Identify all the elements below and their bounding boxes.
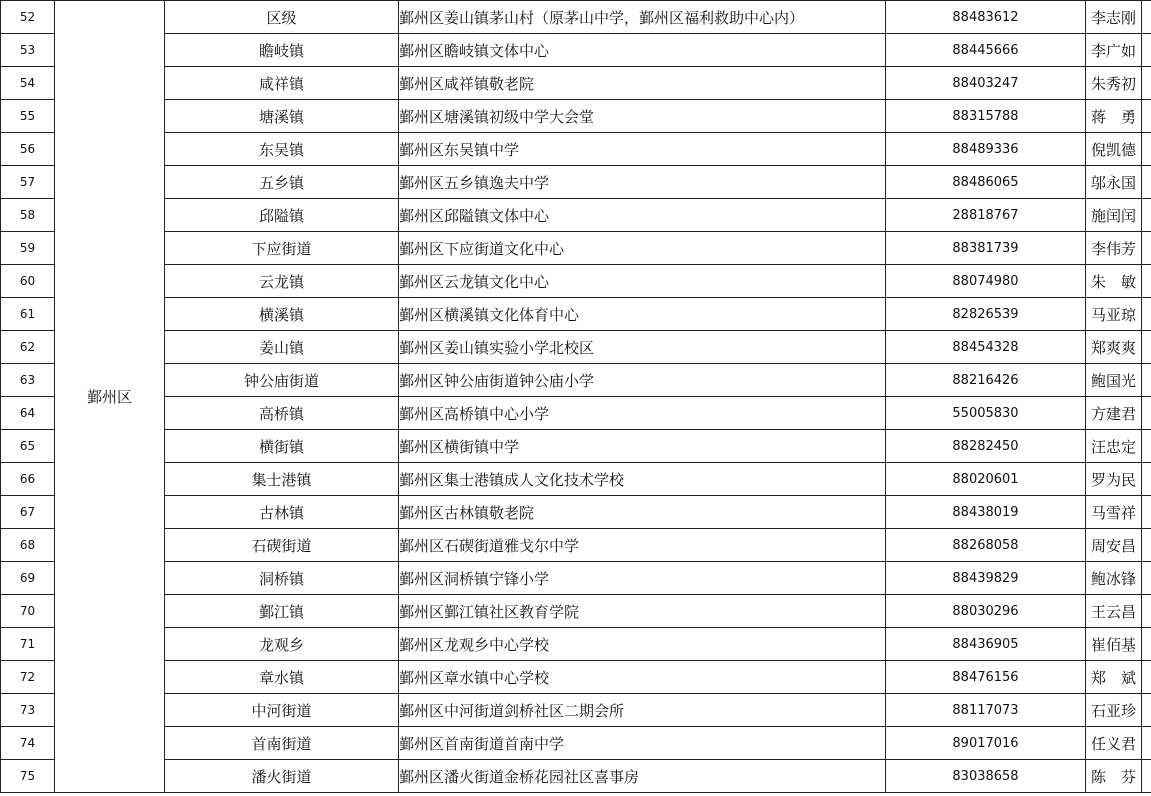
empty-cell [1142,661,1151,694]
phone-cell[interactable]: 88020601 [886,463,1086,496]
phone-cell[interactable]: 88454328 [886,331,1086,364]
table-body [1,1,1151,793]
phone-cell[interactable]: 88315788 [886,100,1086,133]
town-cell[interactable]: 姜山镇 [165,331,399,364]
contact-person-cell[interactable]: 石亚珍 [1086,694,1142,727]
row-number-cell[interactable]: 67 [1,496,55,529]
empty-cell [1142,364,1151,397]
contact-person-cell[interactable]: 鲍国光 [1086,364,1142,397]
town-cell[interactable]: 集士港镇 [165,463,399,496]
contact-person-cell[interactable]: 陈 芬 [1086,760,1142,793]
row-number-cell[interactable]: 53 [1,34,55,67]
table-row [1,67,1151,100]
phone-cell[interactable]: 88117073 [886,694,1086,727]
empty-cell [1142,100,1151,133]
row-number-cell[interactable]: 73 [1,694,55,727]
town-cell[interactable]: 横街镇 [165,430,399,463]
table-row [1,463,1151,496]
address-cell[interactable]: 鄞州区石碶街道雅戈尔中学 [399,529,886,562]
contact-person-cell[interactable]: 李广如 [1086,34,1142,67]
address-cell[interactable]: 鄞州区姜山镇实验小学北校区 [399,331,886,364]
table-row [1,232,1151,265]
address-cell[interactable]: 鄞州区云龙镇文化中心 [399,265,886,298]
district-cell[interactable]: 鄞州区 [55,1,165,793]
row-number-cell[interactable]: 75 [1,760,55,793]
row-number-cell[interactable]: 66 [1,463,55,496]
address-cell[interactable]: 鄞州区钟公庙街道钟公庙小学 [399,364,886,397]
empty-cell [1142,562,1151,595]
table-row [1,727,1151,760]
phone-cell[interactable]: 88476156 [886,661,1086,694]
town-cell[interactable]: 塘溪镇 [165,100,399,133]
phone-cell[interactable]: 28818767 [886,199,1086,232]
town-cell[interactable]: 东吴镇 [165,133,399,166]
address-cell[interactable]: 鄞州区高桥镇中心小学 [399,397,886,430]
phone-cell[interactable]: 88268058 [886,529,1086,562]
town-cell[interactable]: 瞻岐镇 [165,34,399,67]
phone-cell[interactable]: 88439829 [886,562,1086,595]
address-cell[interactable]: 鄞州区邱隘镇文体中心 [399,199,886,232]
row-number-cell[interactable]: 63 [1,364,55,397]
contact-person-cell[interactable]: 蒋 勇 [1086,100,1142,133]
phone-cell[interactable]: 88486065 [886,166,1086,199]
town-cell[interactable]: 区级 [165,1,399,34]
row-number-cell[interactable]: 65 [1,430,55,463]
address-cell[interactable]: 鄞州区咸祥镇敬老院 [399,67,886,100]
town-cell[interactable]: 下应街道 [165,232,399,265]
address-cell[interactable]: 鄞州区塘溪镇初级中学大会堂 [399,100,886,133]
phone-cell[interactable]: 55005830 [886,397,1086,430]
table-row [1,430,1151,463]
empty-cell [1142,298,1151,331]
address-cell[interactable]: 鄞州区鄞江镇社区教育学院 [399,595,886,628]
address-cell[interactable]: 鄞州区洞桥镇宁锋小学 [399,562,886,595]
contact-person-cell[interactable]: 邬永国 [1086,166,1142,199]
table-row [1,265,1151,298]
phone-cell[interactable]: 88216426 [886,364,1086,397]
town-cell[interactable]: 首南街道 [165,727,399,760]
address-cell[interactable]: 鄞州区横溪镇文化体育中心 [399,298,886,331]
phone-cell[interactable]: 88282450 [886,430,1086,463]
address-cell[interactable]: 鄞州区章水镇中心学校 [399,661,886,694]
empty-cell [1142,760,1151,793]
table-row [1,397,1151,430]
table-row [1,364,1151,397]
contact-person-cell[interactable]: 郑 斌 [1086,661,1142,694]
contact-person-cell[interactable]: 崔佰基 [1086,628,1142,661]
town-cell[interactable]: 咸祥镇 [165,67,399,100]
row-number-cell[interactable]: 56 [1,133,55,166]
table-row [1,199,1151,232]
phone-cell[interactable]: 88381739 [886,232,1086,265]
row-number-cell[interactable]: 70 [1,595,55,628]
contact-person-cell[interactable]: 鲍冰锋 [1086,562,1142,595]
empty-cell [1142,199,1151,232]
town-cell[interactable]: 邱隘镇 [165,199,399,232]
row-number-cell[interactable]: 71 [1,628,55,661]
town-cell[interactable]: 钟公庙街道 [165,364,399,397]
town-cell[interactable]: 龙观乡 [165,628,399,661]
phone-cell[interactable]: 83038658 [886,760,1086,793]
contact-person-cell[interactable]: 李志刚 [1086,1,1142,34]
row-number-cell[interactable]: 64 [1,397,55,430]
contact-person-cell[interactable]: 马亚琼 [1086,298,1142,331]
table-row [1,661,1151,694]
empty-cell [1142,496,1151,529]
table-row [1,133,1151,166]
row-number-cell[interactable]: 62 [1,331,55,364]
empty-cell [1142,694,1151,727]
table-row [1,694,1151,727]
contact-person-cell[interactable]: 朱 敏 [1086,265,1142,298]
phone-cell[interactable]: 88445666 [886,34,1086,67]
phone-cell[interactable]: 88438019 [886,496,1086,529]
row-number-cell[interactable]: 55 [1,100,55,133]
row-number-cell[interactable]: 59 [1,232,55,265]
row-number-cell[interactable]: 68 [1,529,55,562]
address-cell[interactable]: 鄞州区潘火街道金桥花园社区喜事房 [399,760,886,793]
phone-cell[interactable]: 88483612 [886,1,1086,34]
contact-person-cell[interactable]: 周安昌 [1086,529,1142,562]
town-cell[interactable]: 五乡镇 [165,166,399,199]
address-cell[interactable]: 鄞州区集士港镇成人文化技术学校 [399,463,886,496]
table-row [1,331,1151,364]
town-cell[interactable]: 潘火街道 [165,760,399,793]
empty-cell [1142,1,1151,34]
town-cell[interactable]: 鄞江镇 [165,595,399,628]
phone-cell[interactable]: 88074980 [886,265,1086,298]
row-number-cell[interactable]: 58 [1,199,55,232]
contact-person-cell[interactable]: 马雪祥 [1086,496,1142,529]
phone-cell[interactable]: 88030296 [886,595,1086,628]
contact-person-cell[interactable]: 施闰闰 [1086,199,1142,232]
address-cell[interactable]: 鄞州区瞻岐镇文体中心 [399,34,886,67]
contact-person-cell[interactable]: 汪忠定 [1086,430,1142,463]
table-row [1,100,1151,133]
empty-cell [1142,133,1151,166]
contact-person-cell[interactable]: 方建君 [1086,397,1142,430]
town-cell[interactable]: 云龙镇 [165,265,399,298]
row-number-cell[interactable]: 54 [1,67,55,100]
address-cell[interactable]: 鄞州区东吴镇中学 [399,133,886,166]
address-cell[interactable]: 鄞州区姜山镇茅山村（原茅山中学，鄞州区福利救助中心内） [399,1,886,34]
contact-person-cell[interactable]: 任义君 [1086,727,1142,760]
address-cell[interactable]: 鄞州区下应街道文化中心 [399,232,886,265]
address-cell[interactable]: 鄞州区古林镇敬老院 [399,496,886,529]
phone-cell[interactable]: 88436905 [886,628,1086,661]
town-cell[interactable]: 章水镇 [165,661,399,694]
table-row [1,1,1151,34]
address-cell[interactable]: 鄞州区五乡镇逸夫中学 [399,166,886,199]
town-cell[interactable]: 横溪镇 [165,298,399,331]
contact-person-cell[interactable]: 李伟芳 [1086,232,1142,265]
table-row [1,496,1151,529]
town-cell[interactable]: 古林镇 [165,496,399,529]
empty-cell [1142,529,1151,562]
row-number-cell[interactable]: 57 [1,166,55,199]
table-row [1,562,1151,595]
table-row [1,298,1151,331]
empty-cell [1142,331,1151,364]
table-row [1,595,1151,628]
empty-cell [1142,34,1151,67]
contact-person-cell[interactable]: 郑爽爽 [1086,331,1142,364]
empty-cell [1142,67,1151,100]
address-cell[interactable]: 鄞州区龙观乡中心学校 [399,628,886,661]
table-row [1,628,1151,661]
town-cell[interactable]: 高桥镇 [165,397,399,430]
town-cell[interactable]: 洞桥镇 [165,562,399,595]
phone-cell[interactable]: 88489336 [886,133,1086,166]
empty-cell [1142,595,1151,628]
contact-person-cell[interactable]: 罗为民 [1086,463,1142,496]
empty-cell [1142,430,1151,463]
row-number-cell[interactable]: 52 [1,1,55,34]
row-number-cell[interactable]: 61 [1,298,55,331]
empty-cell [1142,232,1151,265]
row-number-cell[interactable]: 60 [1,265,55,298]
address-cell[interactable]: 鄞州区中河街道剑桥社区二期会所 [399,694,886,727]
row-number-cell[interactable]: 74 [1,727,55,760]
town-cell[interactable]: 中河街道 [165,694,399,727]
empty-cell [1142,166,1151,199]
table-row [1,166,1151,199]
table-row [1,760,1151,793]
empty-cell [1142,463,1151,496]
phone-cell[interactable]: 89017016 [886,727,1086,760]
address-cell[interactable]: 鄞州区横街镇中学 [399,430,886,463]
table-row [1,529,1151,562]
contact-person-cell[interactable]: 王云昌 [1086,595,1142,628]
town-cell[interactable]: 石碶街道 [165,529,399,562]
table-row [1,34,1151,67]
contact-person-cell[interactable]: 倪凯德 [1086,133,1142,166]
empty-cell [1142,397,1151,430]
address-cell[interactable]: 鄞州区首南街道首南中学 [399,727,886,760]
empty-cell [1142,628,1151,661]
row-number-cell[interactable]: 69 [1,562,55,595]
phone-cell[interactable]: 88403247 [886,67,1086,100]
empty-cell [1142,727,1151,760]
contact-person-cell[interactable]: 朱秀初 [1086,67,1142,100]
row-number-cell[interactable]: 72 [1,661,55,694]
phone-cell[interactable]: 82826539 [886,298,1086,331]
empty-cell [1142,265,1151,298]
